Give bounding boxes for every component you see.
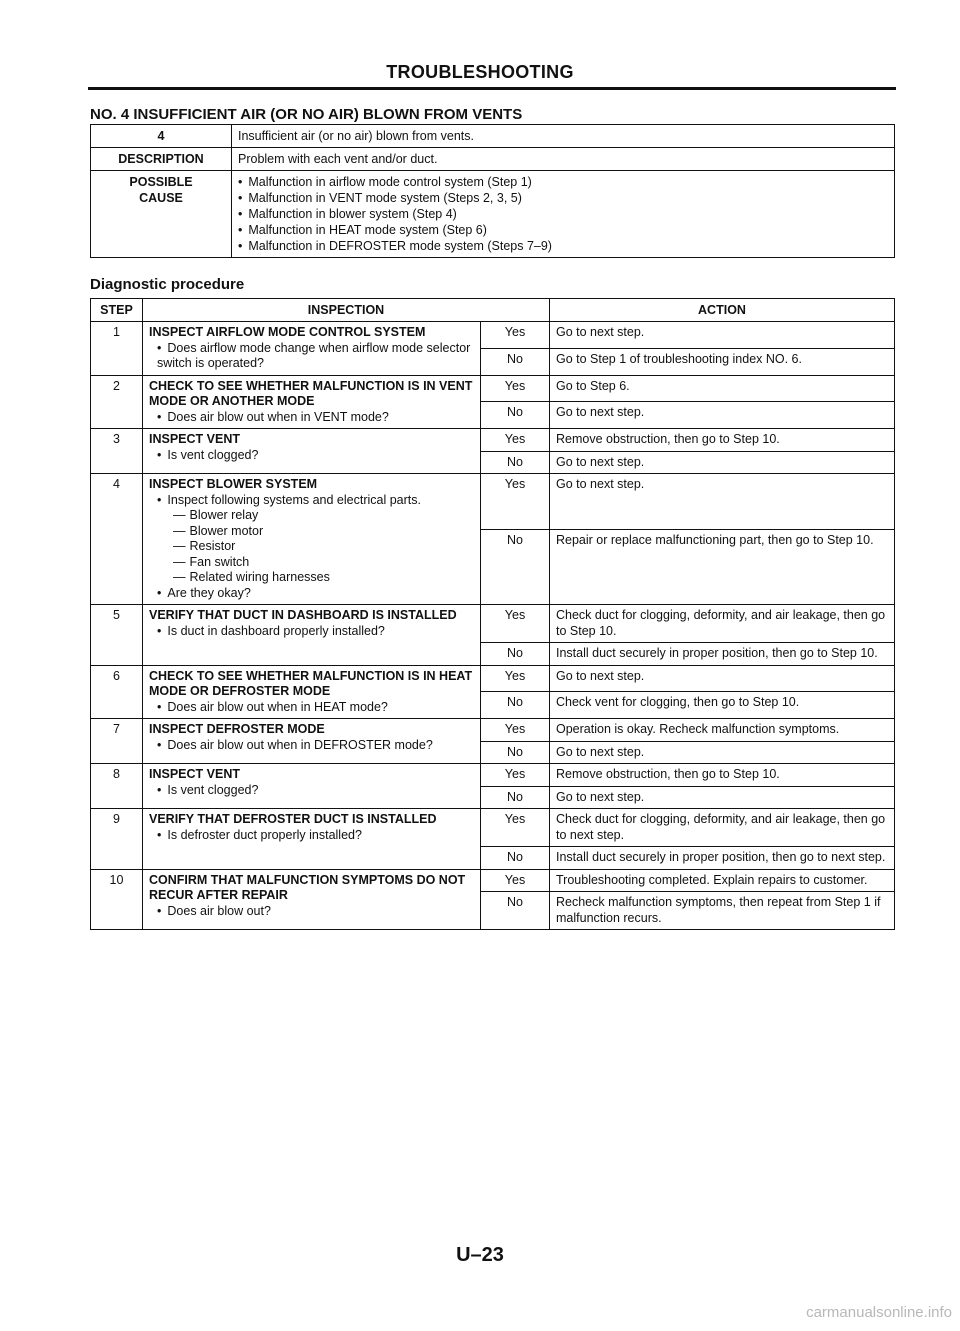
no-action: Go to next step. — [550, 451, 895, 474]
cause-item: • Malfunction in airflow mode control system (Step 1) — [238, 174, 888, 190]
inspection-bullet: • Is vent clogged? — [157, 448, 474, 464]
cause-item: • Malfunction in blower system (Step 4) — [238, 206, 888, 222]
inspection-cell — [143, 764, 481, 809]
inspection-cell — [143, 474, 481, 605]
inspection-items — [149, 448, 474, 464]
no-action: Check vent for clogging, then go to Step 10. — [550, 692, 895, 719]
step-row — [91, 764, 895, 787]
step-number: 6 — [91, 665, 143, 719]
yes-label: Yes — [481, 719, 550, 742]
inspection-title: INSPECT VENT — [149, 767, 240, 781]
yes-action: Operation is okay. Recheck malfunction symptoms. — [550, 719, 895, 742]
yes-label: Yes — [481, 322, 550, 349]
diagnostic-title: Diagnostic procedure — [90, 276, 245, 293]
yes-label: Yes — [481, 869, 550, 892]
yes-action: Go to Step 6. — [550, 375, 895, 402]
header-action: ACTION — [550, 299, 895, 322]
inspection-cell — [143, 719, 481, 764]
no-label: No — [481, 402, 550, 429]
step-number: 2 — [91, 375, 143, 429]
yes-action: Check duct for clogging, deformity, and air leakage, then go to Step 10. — [550, 605, 895, 643]
cause-label-line: POSSIBLE — [129, 175, 193, 189]
inspection-bullet: • Is vent clogged? — [157, 783, 474, 799]
inspection-title: CHECK TO SEE WHETHER MALFUNCTION IS IN HEAT MODE OR DEFROSTER MODE — [149, 668, 473, 698]
page-title: TROUBLESHOOTING — [386, 62, 574, 82]
no-label: No — [481, 847, 550, 870]
cause-item: • Malfunction in HEAT mode system (Step 6) — [238, 222, 888, 238]
inspection-subitem: — Resistor — [157, 539, 474, 555]
no-action: Repair or replace malfunctioning part, then go to Step 10. — [550, 530, 895, 605]
watermark: carmanualsonline.info — [806, 1304, 952, 1321]
yes-action: Go to next step. — [550, 665, 895, 692]
summary-table — [90, 124, 895, 258]
yes-action: Go to next step. — [550, 322, 895, 349]
inspection-cell — [143, 869, 481, 930]
cause-list-cell — [232, 171, 895, 258]
step-number: 8 — [91, 764, 143, 809]
step-number: 7 — [91, 719, 143, 764]
inspection-items — [149, 493, 474, 602]
header-step: STEP — [91, 299, 143, 322]
inspection-items — [149, 624, 474, 640]
inspection-items — [149, 410, 474, 426]
no-label: No — [481, 348, 550, 375]
page-number: U–23 — [456, 1244, 504, 1266]
yes-action: Remove obstruction, then go to Step 10. — [550, 764, 895, 787]
inspection-title: CHECK TO SEE WHETHER MALFUNCTION IS IN VENT MODE OR ANOTHER MODE — [149, 378, 473, 408]
step-number: 3 — [91, 429, 143, 474]
summary-label: DESCRIPTION — [91, 148, 232, 171]
yes-action: Go to next step. — [550, 474, 895, 530]
no-action: Go to next step. — [550, 786, 895, 809]
step-row — [91, 605, 895, 643]
inspection-bullet: • Is duct in dashboard properly installed? — [157, 624, 474, 640]
summary-row — [91, 125, 895, 148]
inspection-title: INSPECT AIRFLOW MODE CONTROL SYSTEM — [149, 325, 426, 339]
yes-label: Yes — [481, 809, 550, 847]
inspection-title: INSPECT VENT — [149, 432, 240, 446]
step-row — [91, 665, 895, 692]
no-label: No — [481, 741, 550, 764]
summary-text: Insufficient air (or no air) blown from vents. — [232, 125, 895, 148]
no-label: No — [481, 530, 550, 605]
yes-label: Yes — [481, 764, 550, 787]
inspection-items — [149, 828, 474, 844]
cause-item: • Malfunction in DEFROSTER mode system (Steps 7–9) — [238, 238, 888, 254]
inspection-title: INSPECT BLOWER SYSTEM — [149, 477, 318, 491]
inspection-cell — [143, 375, 481, 429]
step-row — [91, 719, 895, 742]
step-number: 4 — [91, 474, 143, 605]
inspection-title: VERIFY THAT DEFROSTER DUCT IS INSTALLED — [149, 812, 437, 826]
no-action: Recheck malfunction symptoms, then repeat from Step 1 if malfunction recurs. — [550, 892, 895, 930]
summary-text: Problem with each vent and/or duct. — [232, 148, 895, 171]
inspection-bullet: • Does air blow out when in VENT mode? — [157, 410, 474, 426]
inspection-cell — [143, 322, 481, 376]
inspection-bullet: • Inspect following systems and electrical parts. — [157, 493, 474, 509]
summary-row-cause — [91, 171, 895, 258]
inspection-bullet: • Does air blow out when in DEFROSTER mode? — [157, 738, 474, 754]
inspection-bullet: • Does air blow out when in HEAT mode? — [157, 700, 474, 716]
inspection-items — [149, 700, 474, 716]
no-label: No — [481, 451, 550, 474]
yes-label: Yes — [481, 665, 550, 692]
inspection-cell — [143, 605, 481, 666]
inspection-title: VERIFY THAT DUCT IN DASHBOARD IS INSTALLED — [149, 608, 457, 622]
inspection-bullet: • Does airflow mode change when airflow mode selector switch is operated? — [157, 341, 474, 372]
inspection-cell — [143, 429, 481, 474]
step-number: 5 — [91, 605, 143, 666]
header-inspection: INSPECTION — [143, 299, 550, 322]
no-label: No — [481, 692, 550, 719]
inspection-cell — [143, 809, 481, 870]
no-action: Go to next step. — [550, 402, 895, 429]
yes-label: Yes — [481, 429, 550, 452]
summary-label: 4 — [91, 125, 232, 148]
inspection-title: CONFIRM THAT MALFUNCTION SYMPTOMS DO NOT RECUR AFTER REPAIR — [149, 872, 466, 902]
inspection-title: INSPECT DEFROSTER MODE — [149, 722, 325, 736]
step-number: 10 — [91, 869, 143, 930]
yes-action: Check duct for clogging, deformity, and air leakage, then go to next step. — [550, 809, 895, 847]
step-number: 1 — [91, 322, 143, 376]
inspection-bullet: • Is defroster duct properly installed? — [157, 828, 474, 844]
no-action: Install duct securely in proper position, then go to Step 10. — [550, 643, 895, 666]
no-label: No — [481, 786, 550, 809]
diagnostic-table — [90, 298, 895, 930]
no-label: No — [481, 643, 550, 666]
step-row — [91, 809, 895, 847]
inspection-subitem: — Related wiring harnesses — [157, 570, 474, 586]
no-action: Go to next step. — [550, 741, 895, 764]
diagnostic-header-row — [91, 299, 895, 322]
yes-action: Remove obstruction, then go to Step 10. — [550, 429, 895, 452]
cause-item: • Malfunction in VENT mode system (Steps 2, 3, 5) — [238, 190, 888, 206]
inspection-cell — [143, 665, 481, 719]
inspection-subitem: — Blower motor — [157, 524, 474, 540]
yes-label: Yes — [481, 375, 550, 402]
step-number: 9 — [91, 809, 143, 870]
summary-row — [91, 148, 895, 171]
inspection-items — [149, 783, 474, 799]
step-row — [91, 869, 895, 892]
yes-action: Troubleshooting completed. Explain repairs to customer. — [550, 869, 895, 892]
step-row — [91, 429, 895, 452]
yes-label: Yes — [481, 605, 550, 643]
no-action: Install duct securely in proper position, then go to next step. — [550, 847, 895, 870]
inspection-subitem: — Blower relay — [157, 508, 474, 524]
cause-label — [91, 171, 232, 258]
no-action: Go to Step 1 of troubleshooting index NO. 6. — [550, 348, 895, 375]
inspection-items — [149, 738, 474, 754]
inspection-items — [149, 904, 474, 920]
cause-list — [238, 174, 888, 254]
no-label: No — [481, 892, 550, 930]
section-title: NO. 4 INSUFFICIENT AIR (OR NO AIR) BLOWN FROM VENTS — [90, 106, 523, 123]
cause-label-line: CAUSE — [139, 191, 183, 205]
yes-label: Yes — [481, 474, 550, 530]
inspection-items — [149, 341, 474, 372]
step-row — [91, 322, 895, 349]
inspection-bullet: • Are they okay? — [157, 586, 474, 602]
inspection-bullet: • Does air blow out? — [157, 904, 474, 920]
inspection-subitem: — Fan switch — [157, 555, 474, 571]
diagnostic-body — [91, 322, 895, 930]
step-row — [91, 474, 895, 530]
title-rule — [88, 87, 896, 90]
step-row — [91, 375, 895, 402]
